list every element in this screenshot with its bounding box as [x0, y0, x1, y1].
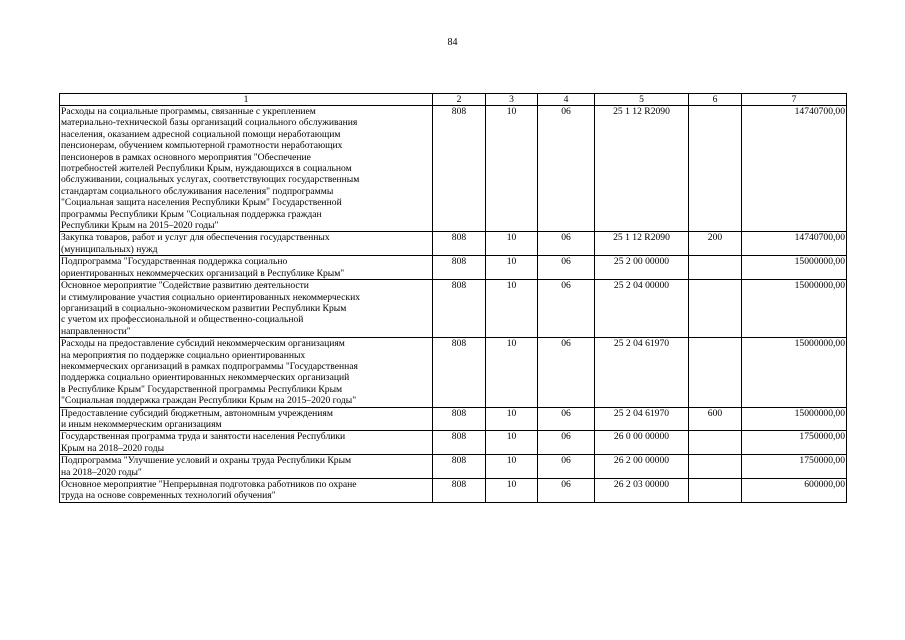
column-header-7: 7: [742, 94, 847, 106]
table-row: [60, 479, 847, 503]
description-line: с учетом их профессиональной и общественно-социальной: [61, 314, 304, 326]
subsection-code: 06: [538, 479, 595, 503]
description-line: (муниципальных) нужд: [61, 243, 158, 255]
page-number: 84: [447, 37, 458, 48]
description-line: на мероприятия по поддержке социально ориентированных: [61, 349, 306, 361]
description-line: пенсионеров в рамках основного мероприятия "Обеспечение: [61, 151, 311, 163]
row-description: [60, 455, 433, 479]
admin-code: 808: [433, 455, 486, 479]
description-line: потребностей жителей Республики Крым, нуждающихся в социальном: [61, 163, 352, 175]
expense-type-code: [689, 479, 742, 503]
table-row: [60, 232, 847, 256]
expense-type-code: [689, 280, 742, 338]
target-article-code: 26 2 03 00000: [595, 479, 689, 503]
amount-value: 15000000,00: [742, 338, 847, 407]
section-code: 10: [486, 256, 538, 280]
expense-type-code: [689, 338, 742, 407]
section-code: 10: [486, 455, 538, 479]
row-description: [60, 256, 433, 280]
description-line: и иным некоммерческим организациям: [61, 418, 222, 430]
table-row: [60, 256, 847, 280]
subsection-code: 06: [538, 338, 595, 407]
section-code: 10: [486, 338, 538, 407]
description-line: Подпрограмма "Государственная поддержка социально: [61, 256, 288, 268]
description-line: населения, оказанием адресной социальной помощи неработающим: [61, 128, 341, 140]
row-description: [60, 280, 433, 338]
expense-type-code: [689, 431, 742, 455]
description-line: Подпрограмма "Улучшение условий и охраны труда Республики Крым: [61, 455, 352, 467]
amount-value: 600000,00: [742, 479, 847, 503]
column-header-1: 1: [60, 94, 433, 106]
table-row: [60, 455, 847, 479]
table-row: [60, 106, 847, 232]
description-line: и стимулирование участия социально ориентированных некоммерческих: [61, 291, 361, 303]
row-description: [60, 479, 433, 503]
description-line: стандартам социального обслуживания населения" подпрограммы: [61, 185, 334, 197]
amount-value: 1750000,00: [742, 431, 847, 455]
description-line: направленности": [61, 325, 131, 337]
column-header-4: 4: [538, 94, 595, 106]
table-body: [60, 106, 847, 503]
admin-code: 808: [433, 232, 486, 256]
table-row: [60, 338, 847, 407]
subsection-code: 06: [538, 280, 595, 338]
target-article-code: 25 2 00 00000: [595, 256, 689, 280]
description-line: на 2018–2020 годы": [61, 466, 142, 478]
amount-value: 15000000,00: [742, 280, 847, 338]
target-article-code: 25 2 04 61970: [595, 407, 689, 431]
amount-value: 14740700,00: [742, 232, 847, 256]
description-line: ориентированных некоммерческих организаций в Республике Крым": [61, 267, 345, 279]
section-code: 10: [486, 431, 538, 455]
description-line: организаций в социально-экономическом развитии Республики Крым: [61, 302, 347, 314]
admin-code: 808: [433, 106, 486, 232]
subsection-code: 06: [538, 455, 595, 479]
description-line: пенсионерам, обучением компьютерной грамотности неработающих: [61, 140, 343, 152]
target-article-code: 26 0 00 00000: [595, 431, 689, 455]
description-line: Основное мероприятие "Содействие развитию деятельности: [61, 280, 309, 292]
amount-value: 14740700,00: [742, 106, 847, 232]
subsection-code: 06: [538, 407, 595, 431]
description-line: Государственная программа труда и занятости населения Республики: [61, 431, 346, 443]
description-line: некоммерческих организаций в рамках подпрограммы "Государственная: [61, 360, 358, 372]
expense-type-code: 600: [689, 407, 742, 431]
description-line: Крым на 2018–2020 годы: [61, 442, 165, 454]
row-description: [60, 431, 433, 455]
description-line: Предоставление субсидий бюджетным, автономным учреждениям: [61, 407, 333, 419]
description-line: труда на основе современных технологий обучения": [61, 490, 276, 502]
column-header-2: 2: [433, 94, 486, 106]
description-line: Расходы на социальные программы, связанные с укреплением: [61, 106, 316, 117]
amount-value: 15000000,00: [742, 407, 847, 431]
admin-code: 808: [433, 338, 486, 407]
admin-code: 808: [433, 256, 486, 280]
subsection-code: 06: [538, 106, 595, 232]
description-line: программы Республики Крым "Социальная поддержка граждан: [61, 208, 322, 220]
admin-code: 808: [433, 479, 486, 503]
description-line: "Социальная защита населения Республики Крым" Государственной: [61, 197, 342, 209]
description-line: Закупка товаров, работ и услуг для обеспечения государственных: [61, 232, 330, 244]
admin-code: 808: [433, 280, 486, 338]
table-row: [60, 407, 847, 431]
header-row: [60, 94, 847, 106]
section-code: 10: [486, 106, 538, 232]
target-article-code: 25 2 04 00000: [595, 280, 689, 338]
column-header-5: 5: [595, 94, 689, 106]
amount-value: 15000000,00: [742, 256, 847, 280]
expense-type-code: [689, 256, 742, 280]
subsection-code: 06: [538, 232, 595, 256]
subsection-code: 06: [538, 256, 595, 280]
target-article-code: 25 1 12 R2090: [595, 106, 689, 232]
expense-type-code: [689, 455, 742, 479]
target-article-code: 25 2 04 61970: [595, 338, 689, 407]
amount-value: 1750000,00: [742, 455, 847, 479]
description-line: поддержка социально ориентированных некоммерческих организаций: [61, 372, 350, 384]
description-line: Расходы на предоставление субсидий некоммерческим организациям: [61, 338, 345, 350]
table-row: [60, 431, 847, 455]
section-code: 10: [486, 407, 538, 431]
section-code: 10: [486, 479, 538, 503]
row-description: [60, 106, 433, 232]
target-article-code: 25 1 12 R2090: [595, 232, 689, 256]
description-line: "Социальная поддержка граждан Республики Крым на 2015–2020 годы": [61, 395, 357, 407]
description-line: в Республике Крым" Государственной программы Республики Крым: [61, 383, 343, 395]
description-line: материально-технической базы организаций социального обслуживания: [61, 117, 358, 129]
description-line: Республики Крым на 2015–2020 годы": [61, 220, 219, 232]
section-code: 10: [486, 280, 538, 338]
column-header-3: 3: [486, 94, 538, 106]
row-description: [60, 232, 433, 256]
budget-table: [59, 93, 847, 503]
subsection-code: 06: [538, 431, 595, 455]
admin-code: 808: [433, 407, 486, 431]
row-description: [60, 338, 433, 407]
row-description: [60, 407, 433, 431]
column-header-6: 6: [689, 94, 742, 106]
description-line: обслуживании, социальных услугах, соответствующих государственным: [61, 174, 360, 186]
expense-type-code: [689, 106, 742, 232]
section-code: 10: [486, 232, 538, 256]
description-line: Основное мероприятие "Непрерывная подготовка работников по охране: [61, 479, 357, 490]
admin-code: 808: [433, 431, 486, 455]
expense-type-code: 200: [689, 232, 742, 256]
table-row: [60, 280, 847, 338]
target-article-code: 26 2 00 00000: [595, 455, 689, 479]
